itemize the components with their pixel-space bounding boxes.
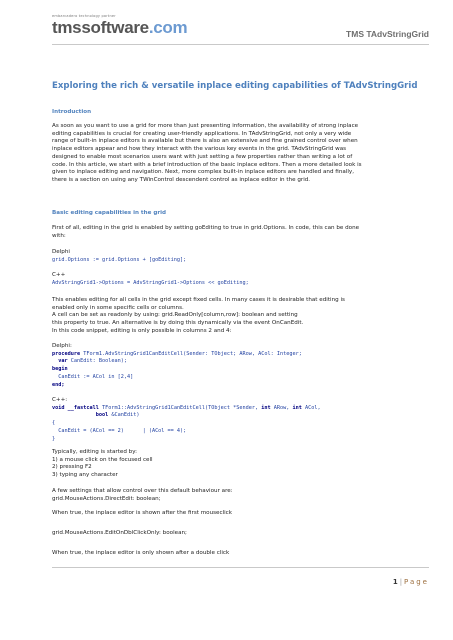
readonly-paragraph <box>52 297 430 336</box>
code-keyword: begin <box>52 366 68 373</box>
text-line: given to inplace editing and navigation. Next, more complex built-in inplace editors are handled and finally, <box>52 169 354 176</box>
code-language-label: Delphi <box>52 249 70 255</box>
basic-intro-paragraph <box>52 225 430 240</box>
article-title: Exploring the rich & versatile inplace editing capabilities of TAdvStringGrid <box>52 81 418 91</box>
code-keyword: procedure <box>52 350 81 357</box>
code-keyword: __fastcall <box>64 404 99 411</box>
header-rule <box>52 44 429 45</box>
code-text: ARow, <box>270 404 293 411</box>
text-line: As soon as you want to use a grid for more than just presenting information, the availability of strong inplace <box>52 123 359 129</box>
code-text: CanEdit := ACol in [2,4] <box>52 373 134 380</box>
code-keyword: void <box>52 404 65 411</box>
logo-word: tmssoftware <box>52 18 149 37</box>
text-line: First of all, editing in the grid is enabled by setting goEditing to true in grid.Options. In code, this can be done <box>52 225 360 231</box>
page-number: 1 <box>392 578 398 586</box>
code-text: &CanEdit) <box>108 412 140 419</box>
delphi-snippet-1 <box>52 249 430 264</box>
code-keyword: int <box>261 404 271 411</box>
header-product-title: TMS TAdvStringGrid <box>346 29 429 39</box>
text-line: Typically, editing is started by: <box>52 449 137 455</box>
text-line: enabled only in some specific cells or columns. <box>52 304 184 311</box>
text-line: there is a section on using any TWinControl descendent control as inplace editor in the grid. <box>52 176 311 183</box>
code-keyword: int <box>292 404 302 411</box>
code-keyword: bool <box>52 412 109 419</box>
settings-paragraph <box>52 488 430 503</box>
text-line: A cell can be set as readonly by using: grid.ReadOnly[column,row]: boolean and setting <box>52 312 298 319</box>
text-line: grid.MouseActions.DirectEdit: boolean; <box>52 495 161 502</box>
code-text: ACol, <box>301 404 321 411</box>
code-language-label: C++: <box>52 397 68 403</box>
text-line: When true, the inplace editor is shown after the first mouseclick <box>52 510 232 516</box>
dblclick-note <box>52 550 430 558</box>
footer-rule <box>52 567 429 568</box>
footer-separator: | <box>399 578 403 586</box>
text-line: with: <box>52 232 66 239</box>
text-line: When true, the inplace editor is only shown after a double click <box>52 550 230 556</box>
text-line: inplace editors appear and how they interact with the various key events in the grid. TAdvStringGrid was <box>52 146 347 153</box>
start-editing-list <box>52 449 430 480</box>
intro-paragraph <box>52 123 430 185</box>
text-line: range of built-in inplace editors is available but there is also an extensive and fine grained control over when <box>52 138 358 145</box>
delphi-snippet-2 <box>52 343 430 389</box>
tmssoftware-logo <box>52 14 187 37</box>
page-footer <box>393 578 429 586</box>
text-line: In this code snippet, editing is only possible in columns 2 and 4: <box>52 327 232 334</box>
code-keyword: var <box>52 358 68 365</box>
code-text: TForm1::AdvStringGrid1CanEditCell(TObject *Sender, <box>98 404 262 411</box>
text-line: grid.MouseActions.EditOnDblClickOnly: boolean; <box>52 530 187 536</box>
direct-edit-note <box>52 510 430 518</box>
code-line: AdvStringGrid1->Options = AdvStringGrid1->Options << goEditing; <box>52 279 249 286</box>
text-line: A few settings that allow control over this default behaviour are: <box>52 488 233 494</box>
code-language-label: Delphi: <box>52 343 72 349</box>
cpp-snippet-2 <box>52 397 430 443</box>
logo-word-domain: .com <box>148 18 188 37</box>
code-text: } <box>52 435 56 442</box>
list-item: 1) a mouse click on the focused cell <box>52 456 153 463</box>
text-line: editing capabilities is crucial for creating user-friendly applications. In TAdvStringGrid, not only a very wide <box>52 130 352 137</box>
text-line: code. In this article, we start with a brief introduction of the basic inplace editors. Then a more detailed look is <box>52 161 362 168</box>
text-line: designed to enable most scenarios users want with just setting a few properties rather than writing a lot of <box>52 153 353 160</box>
code-text: { <box>52 420 56 427</box>
text-line: this property to true. An alternative is by doing this dynamically via the event OnCanEdit. <box>52 320 304 327</box>
logo-tagline: embarcadero technology partner <box>52 14 116 18</box>
code-text: CanEdit: Boolean); <box>67 358 127 365</box>
section-heading-basic-editing: Basic editing capabilities in the grid <box>52 210 167 216</box>
code-keyword: end; <box>52 381 65 388</box>
list-item: 2) pressing F2 <box>52 464 92 471</box>
dblclick-setting <box>52 530 430 538</box>
code-language-label: C++ <box>52 272 66 278</box>
cpp-snippet-1 <box>52 272 430 287</box>
code-text: TForm1.AdvStringGrid1CanEditCell(Sender: TObject; ARow, ACol: Integer; <box>80 350 302 357</box>
section-heading-introduction: Introduction <box>52 109 92 115</box>
code-text: CanEdit = (ACol == 2) | (ACol == 4); <box>52 427 187 434</box>
code-line: grid.Options := grid.Options + [goEditing]; <box>52 256 187 263</box>
text-line: This enables editing for all cells in the grid except fixed cells. In many cases it is desirable that editing is <box>52 297 345 303</box>
page-word: Page <box>404 578 429 586</box>
list-item: 3) typing any character <box>52 472 118 479</box>
